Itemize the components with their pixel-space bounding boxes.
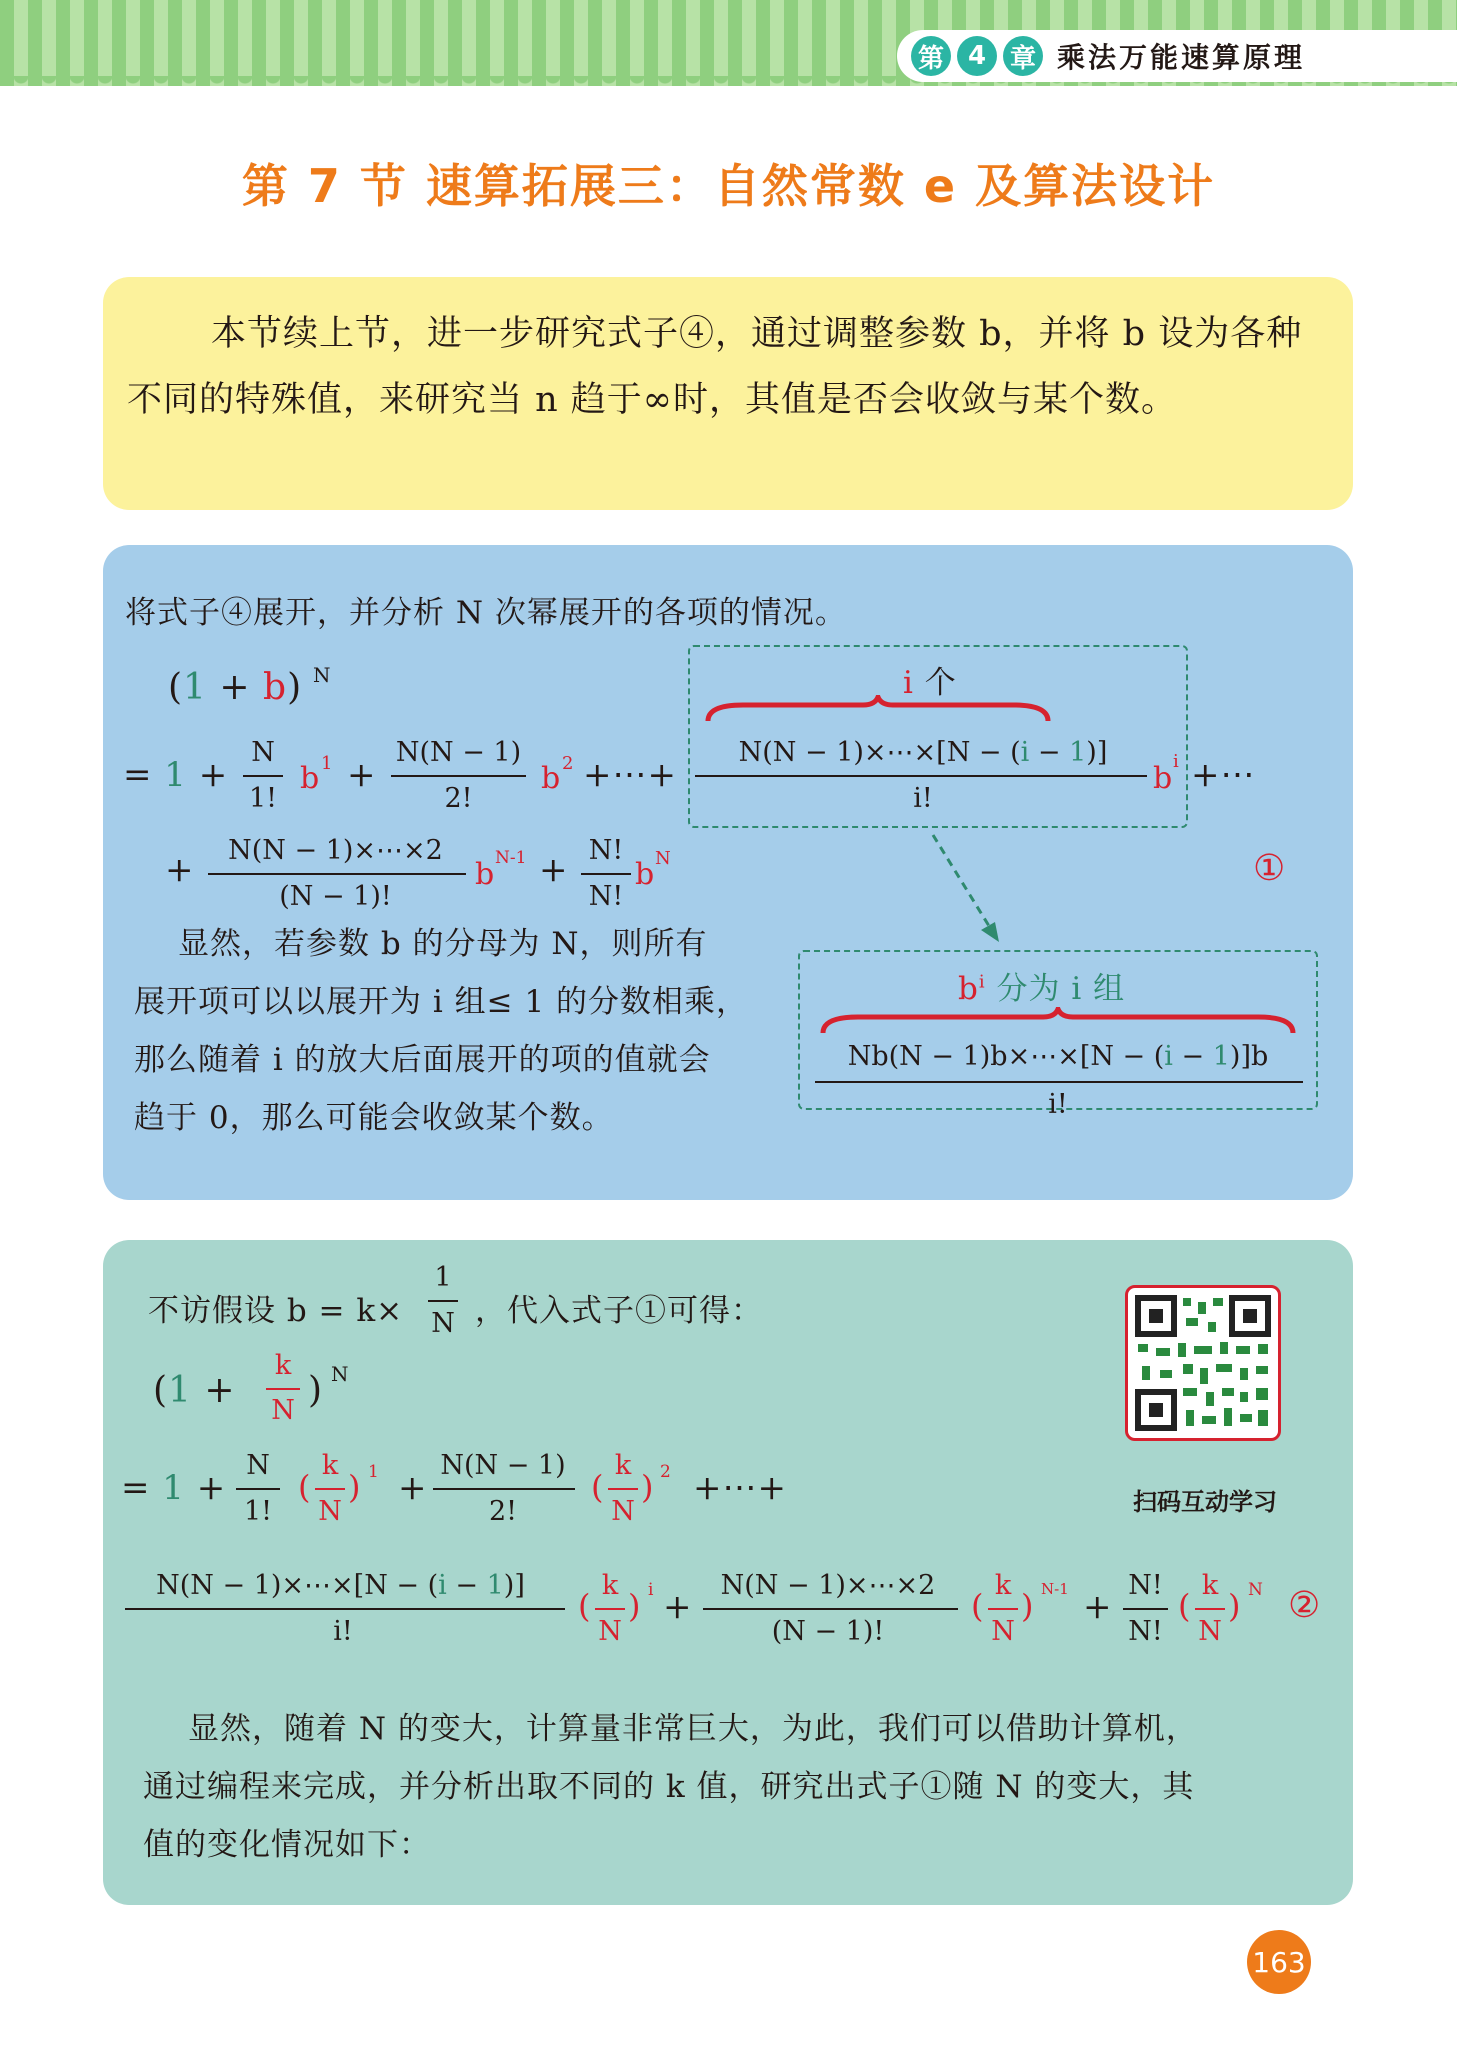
t2-b: b [541, 761, 561, 796]
teal-ti-den: i! [333, 1616, 353, 1647]
teal-tn-exp: N [1248, 1580, 1263, 1600]
t1-b: b [300, 761, 320, 796]
teal-plus-3: + [1083, 1587, 1113, 1627]
teal-tn-kbar [1195, 1608, 1225, 1610]
teal-tn1-bar [703, 1608, 958, 1610]
t1-num: N [251, 737, 275, 768]
teal-tn1-den: (N − 1)! [771, 1616, 885, 1647]
teal-lead-b: ，代入式子①可得： [475, 1293, 763, 1329]
group-label [958, 963, 1125, 1008]
explanation-line-3: 那么随着 i 的放大后面展开的项的值就会 [134, 1042, 711, 1078]
teal-ti-k: k [601, 1570, 619, 1601]
lhs-plus: + [206, 667, 264, 708]
plus-1: + [347, 755, 377, 795]
t2-bar [391, 775, 526, 777]
row2-plus: + [165, 850, 195, 890]
t2-den: 2! [444, 783, 473, 814]
teal-lhs-exp: N [331, 1362, 349, 1386]
brace-label-i: i [903, 665, 914, 701]
teal-tn-den: N! [1128, 1616, 1163, 1647]
curly-brace [703, 695, 1053, 725]
teal-para-line-1: 显然，随着 N 的变大，计算量非常巨大，为此，我们可以借助计算机， [188, 1711, 1198, 1747]
teal-ti-N: N [598, 1616, 622, 1647]
explanation-line-4: 趋于 0，那么可能会收敛某个数。 [134, 1100, 614, 1136]
chapter-suffix: 章 [1003, 36, 1043, 76]
teal-lhs-close: ) [308, 1370, 324, 1411]
tn-den: N! [588, 881, 624, 912]
teal-t2-paren-open: ( [591, 1468, 605, 1506]
teal-tn-paren-open: ( [1178, 1587, 1192, 1625]
chapter-title: 乘法万能速算原理 [1057, 41, 1306, 74]
teal-t2-exp: 2 [660, 1462, 671, 1482]
teal-tn-bar [1123, 1608, 1168, 1610]
chapter-prefix: 第 [911, 36, 951, 76]
ti-b: b [1153, 761, 1173, 796]
brace-label-ge: 个 [924, 665, 957, 701]
teal-t2-bar [433, 1488, 575, 1490]
intro-text: 本节续上节，进一步研究式子④，通过调整参数 b，并将 b 设为各种不同的特殊值，来研究当 n 趋于∞时，其值是否会收敛与某个数。 [127, 314, 1303, 420]
group-bar [815, 1081, 1303, 1083]
lhs-one: 1 [183, 667, 207, 708]
teal-tn1-paren-open: ( [971, 1587, 985, 1625]
teal-tn-k: k [1201, 1570, 1219, 1601]
expansion-lhs [168, 667, 302, 708]
down-arrow-icon [923, 830, 1023, 945]
ti-num: N(N − 1)×⋯×[N − (i − 1)] [738, 737, 1108, 768]
teal-t1-num: N [246, 1450, 270, 1481]
group-label-exp: i [978, 971, 986, 993]
t1-exp: 1 [321, 753, 333, 774]
teal-tn-paren-close: ) [1228, 1587, 1242, 1625]
explanation-line-2: 展开项可以以展开为 i 组≤ 1 的分数相乘， [134, 984, 749, 1020]
ti-den: i! [913, 783, 933, 814]
teal-t2-num: N(N − 1) [440, 1450, 566, 1481]
teal-t1-k: k [321, 1450, 339, 1481]
t2-exp: 2 [562, 753, 574, 774]
teal-ti-num: N(N − 1)×⋯×[N − (i − 1)] [156, 1570, 525, 1601]
expansion-box [103, 545, 1353, 1200]
teal-ti-exp: i [648, 1580, 654, 1600]
tn1-exp: N-1 [495, 848, 527, 868]
explanation-line-1: 显然，若参数 b 的分母为 N，则所有 [178, 926, 708, 962]
equation-label-1: ① [1253, 848, 1287, 889]
teal-eq: = 1 + [121, 1468, 227, 1508]
teal-ti-paren-open: ( [578, 1587, 592, 1625]
lhs-open: ( [168, 667, 184, 708]
teal-t1-bar [236, 1488, 280, 1490]
t1-bar [243, 775, 283, 777]
lhs-exponent: N [313, 663, 331, 687]
teal-para-line-3: 值的变化情况如下： [143, 1827, 431, 1863]
row2-plus-2: + [539, 850, 569, 890]
qr-code-icon [1128, 1288, 1278, 1438]
teal-tn-N: N [1198, 1616, 1222, 1647]
group-num: Nb(N − 1)b×⋯×[N − (i − 1)]b [847, 1041, 1269, 1072]
tn-num: N! [588, 835, 624, 866]
ti-exp: i [1173, 751, 1179, 772]
tn-b: b [635, 857, 655, 892]
expansion-lead: 将式子④展开，并分析 N 次幂展开的各项的情况。 [125, 595, 847, 631]
teal-t2-k: k [614, 1450, 632, 1481]
teal-lhs-N: N [271, 1395, 295, 1426]
t2-num: N(N − 1) [395, 737, 522, 768]
teal-lhs: (1 + [153, 1370, 236, 1411]
teal-t1-paren-close: ) [348, 1468, 362, 1506]
group-label-b: b [958, 971, 979, 1007]
teal-t1-N: N [318, 1496, 342, 1527]
teal-t1-exp: 1 [368, 1462, 379, 1482]
teal-tn-num: N! [1128, 1570, 1163, 1601]
teal-t1-den: 1! [243, 1496, 273, 1527]
chapter-number: 4 [957, 36, 997, 76]
teal-tn1-k: k [994, 1570, 1012, 1601]
teal-t2-N: N [611, 1496, 635, 1527]
equation-label-2: ② [1288, 1585, 1322, 1626]
tn1-b: b [475, 857, 495, 892]
teal-ti-kbar [595, 1608, 625, 1610]
teal-tn1-num: N(N − 1)×⋯×2 [720, 1570, 936, 1601]
group-label-text: 分为 i 组 [996, 971, 1126, 1007]
lhs-close: ) [287, 667, 303, 708]
teal-tn1-paren-close: ) [1021, 1587, 1035, 1625]
eq-start: = 1 + [123, 755, 229, 795]
qr-code[interactable] [1125, 1285, 1281, 1441]
teal-lhs-k: k [274, 1350, 292, 1381]
group-curly-brace [818, 1007, 1298, 1037]
teal-lhs-bar [266, 1388, 300, 1390]
teal-lead-bar [428, 1300, 458, 1302]
lhs-b: b [263, 667, 288, 708]
teal-plus-1: + [398, 1468, 428, 1508]
tn1-bar [208, 873, 466, 875]
teal-tn1-kbar [988, 1608, 1018, 1610]
dots-1: +⋯+ [583, 755, 677, 795]
teal-t2-paren-close: ) [641, 1468, 655, 1506]
page-number: 163 [1247, 1930, 1311, 1994]
tn-bar [581, 873, 631, 875]
teal-t2-den: 2! [488, 1496, 518, 1527]
section-title: 第 7 节 速算拓展三：自然常数 e 及算法设计 [241, 159, 1216, 213]
teal-dots: +⋯+ [693, 1468, 787, 1508]
group-den: i! [1048, 1089, 1068, 1120]
teal-t1-kbar [315, 1488, 345, 1490]
teal-tn1-N: N [991, 1616, 1015, 1647]
qr-caption: 扫码互动学习 [1133, 1488, 1277, 1516]
teal-lead-a: 不访假设 b = k× [148, 1293, 404, 1329]
teal-ti-bar [125, 1608, 565, 1610]
teal-t1-paren-open: ( [298, 1468, 312, 1506]
teal-para-line-2: 通过编程来完成，并分析出取不同的 k 值，研究出式子①随 N 的变大，其 [143, 1769, 1195, 1805]
tn1-den: (N − 1)! [279, 881, 392, 912]
tn1-num: N(N − 1)×⋯×2 [228, 835, 443, 866]
chapter-badge [897, 30, 1457, 82]
intro-box [103, 277, 1353, 510]
teal-tn1-exp: N-1 [1041, 1580, 1069, 1598]
teal-lead-num: 1 [434, 1262, 452, 1293]
t1-den: 1! [248, 783, 278, 814]
tail-dots: +⋯ [1191, 755, 1256, 795]
teal-plus-2: + [663, 1587, 693, 1627]
teal-ti-paren-close: ) [628, 1587, 642, 1625]
teal-t2-kbar [608, 1488, 638, 1490]
teal-lead-den: N [431, 1308, 455, 1339]
ti-bar [695, 775, 1147, 777]
tn-exp: N [655, 848, 671, 869]
